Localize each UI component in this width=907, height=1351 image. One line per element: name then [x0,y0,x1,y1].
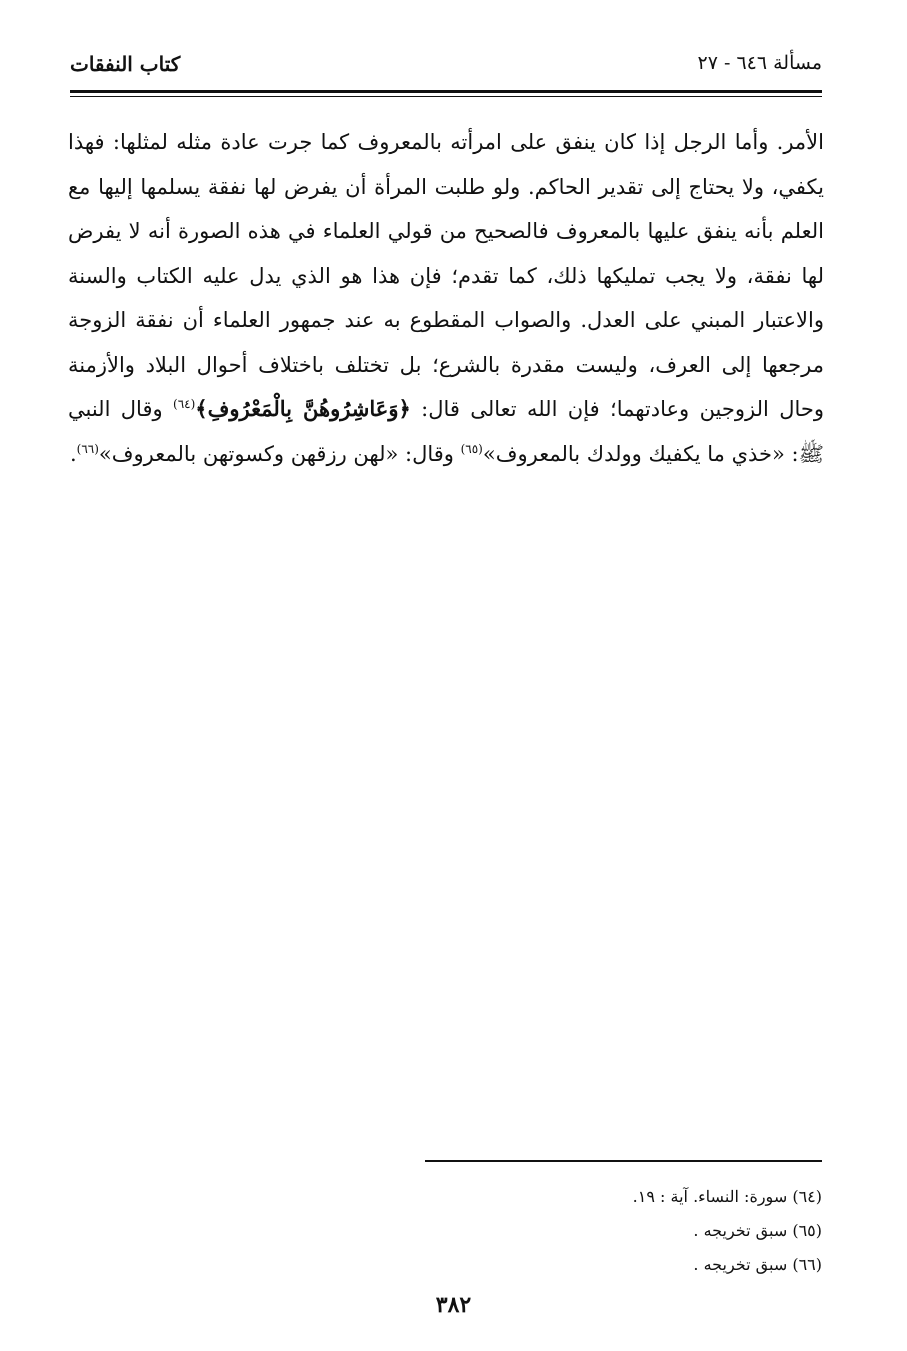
main-text [68,120,824,476]
footnote-66: (٦٦) سبق تخريجه . [693,1255,822,1274]
footnote-64: (٦٤) سورة: النساء. آية : ١٩. [632,1187,822,1206]
header-rule-thin [70,96,822,97]
footnote-rule [425,1160,822,1162]
text-segment-1: الأمر. وأما الرجل إذا كان ينفق على امرأته بالمعروف كما جرت عادة مثله لمثلها: فهذا يكفي، ولا يحتاج إلى تقدير الحاكم. ولو طلبت المرأة أن يفرض لها نفقة يسلمها إليها مع العلم بأنه ينفق عليها بالمعروف فالصحيح من قولي العلماء في هذه الصورة أنه لا يفرض لها نفقة، ولا يجب تمليكها ذلك، كما تقدم؛ فإن هذا هو الذي يدل عليه الكتاب والسنة والاعتبار المبني على العدل. والصواب المقطوع به عند جمهور العلماء أن نفقة الزوجة مرجعها إلى العرف، وليست مقدرة بالشرع؛ بل تختلف باختلاف أحوال البلاد والأزمنة وحال الزوجين وعادتهما؛ فإن الله تعالى قال: [68,130,824,421]
footnotes [420,1180,822,1282]
footnote-ref-64[interactable]: (٦٤) [173,397,196,411]
main-paragraph [68,120,824,476]
page-number: ٣٨٢ [435,1292,472,1318]
running-header [70,52,822,88]
text-segment-4: . [69,441,77,466]
quran-quote: ﴿وَعَاشِرُوهُنَّ بِالْمَعْرُوفِ﴾ [195,396,411,421]
footnote-ref-66[interactable]: (٦٦) [76,441,99,456]
book-title: كتاب النفقات [70,52,181,76]
section-label: مسألة ٦٤٦ - ٢٧ [697,52,822,74]
footnote-ref-65[interactable]: (٦٥) [460,441,483,456]
text-segment-3: وقال: «لهن رزقهن وكسوتهن بالمعروف» [98,441,461,466]
footnote-65: (٦٥) سبق تخريجه . [693,1221,822,1240]
text-segment-2: وقال النبي ﷺ: «خذي ما يكفيك وولدك بالمعروف» [68,397,824,466]
header-rule-thick [70,90,822,93]
